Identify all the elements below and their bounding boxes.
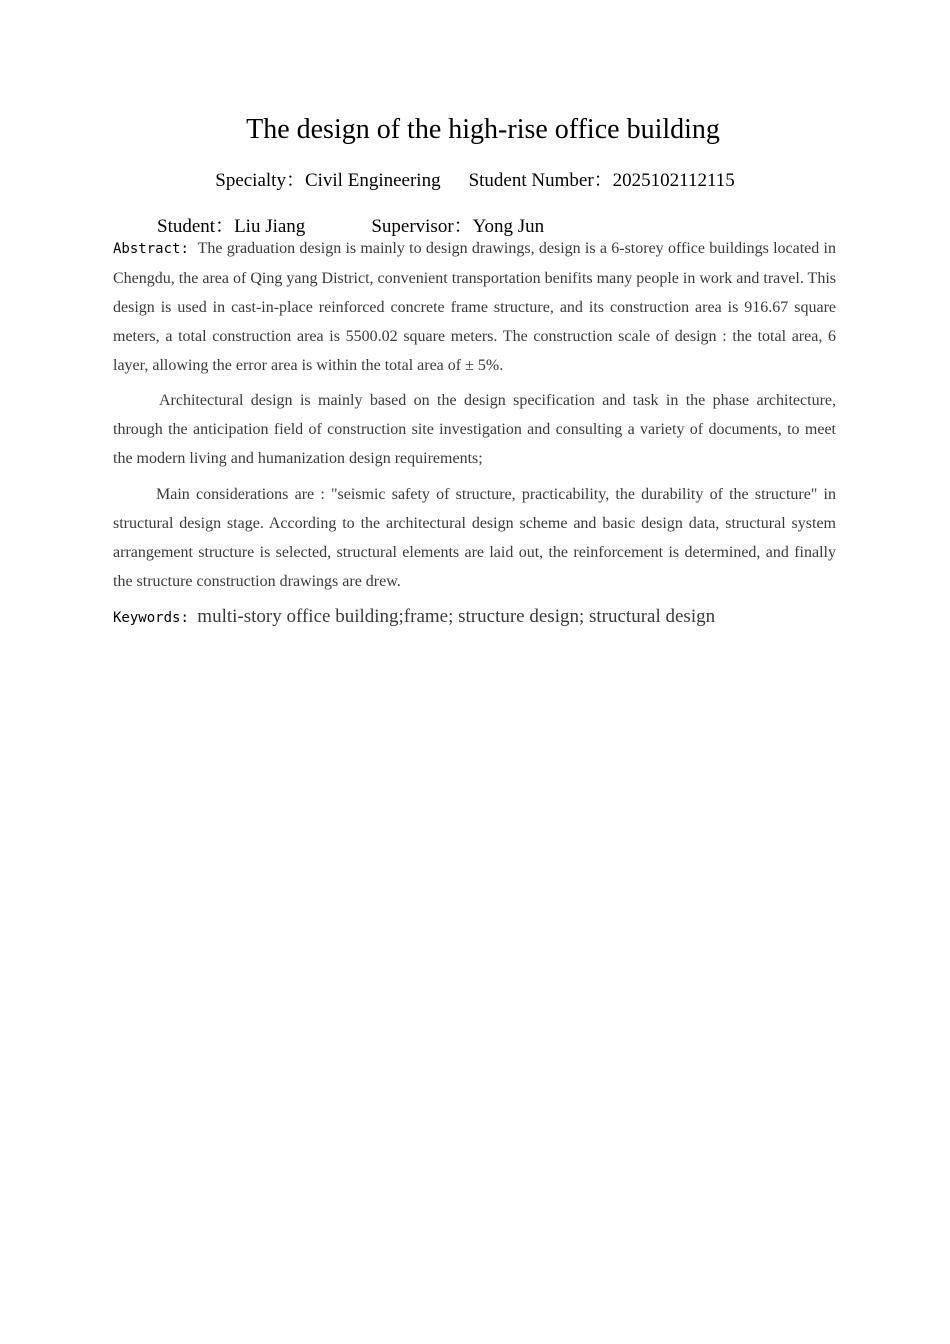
abstract-separator: : — [180, 241, 198, 257]
supervisor-value: Yong Jun — [472, 216, 545, 237]
body-paragraph-structural: Main considerations are : "seismic safety of structure, practicability, the durability of the structure" in structural design stage. According to the architectural design scheme and basic design data, structural system arrangement structure is selected, structural elements are laid out, the reinforcement is determined, and finally the structure construction drawings are drew. — [113, 486, 836, 590]
keywords-text: multi-story office building;frame; structure design; structural design — [197, 606, 716, 627]
student-number-value: 2025102112115 — [612, 170, 735, 191]
specialty-label: Specialty： — [215, 170, 305, 191]
body-paragraph-architectural: Architectural design is mainly based on the design specification and task in the phase architecture, through the anticipation field of construction site investigation and consulting a variety of documents, to meet the modern living and humanization design requirements; — [113, 392, 836, 467]
keywords-separator: : — [180, 610, 198, 626]
keywords-line — [113, 604, 715, 631]
student-number-label: Student Number： — [468, 170, 613, 191]
abstract-label: Abstract — [113, 241, 181, 257]
specialty-value: Civil Engineering — [304, 170, 441, 191]
keywords-label: Keywords — [113, 610, 181, 626]
student-value: Liu Jiang — [234, 216, 306, 237]
abstract-paragraph — [113, 234, 836, 380]
meta-row-specialty — [0, 169, 950, 193]
abstract-text: The graduation design is mainly to design drawings, design is a 6-storey office buildings located in Chengdu, the area of Qing yang District, convenient transportation benifits many people in work and travel. This design is used in cast-in-place reinforced concrete frame structure, and its construction area is 916.67 square meters, a total construction area is 5500.02 square meters. The construction scale of design : the total area, 6 layer, allowing the error area is within the total area of ± 5%. — [113, 240, 837, 374]
student-label: Student： — [157, 216, 235, 237]
supervisor-label: Supervisor： — [371, 216, 473, 237]
page-title: The design of the high-rise office building — [246, 114, 720, 145]
